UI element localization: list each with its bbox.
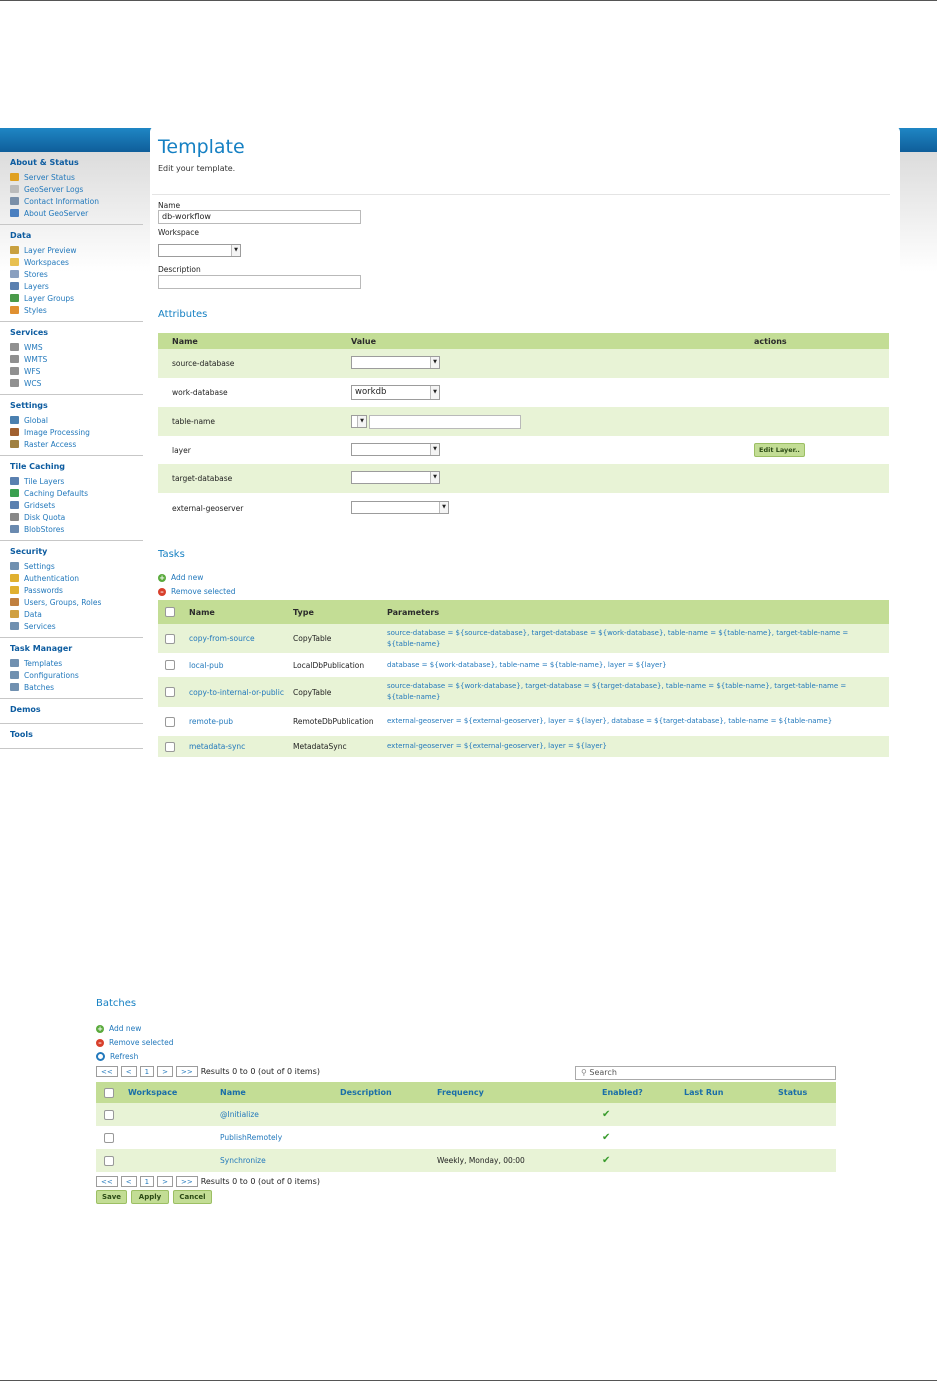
attribute-actions-cell	[750, 349, 889, 378]
chevron-down-icon: ▼	[430, 444, 439, 455]
row-select-cell	[96, 1149, 122, 1172]
sidebar-section-title[interactable]: Settings	[10, 401, 48, 410]
pager-page-button[interactable]: 1	[140, 1176, 154, 1187]
sidebar-item-label: Batches	[24, 682, 55, 692]
batch-frequency	[431, 1126, 596, 1149]
sidebar-section-title[interactable]: Security	[10, 547, 48, 556]
users-icon	[10, 598, 19, 606]
task-row	[158, 736, 889, 757]
sidebar-item[interactable]	[10, 426, 143, 438]
sidebar-item-label: BlobStores	[24, 524, 65, 534]
column-header: Name	[158, 333, 347, 349]
row-select-cell	[158, 653, 184, 677]
sidebar-item-label: Passwords	[24, 585, 63, 595]
attribute-row	[158, 464, 889, 493]
name-label: Name	[158, 201, 181, 210]
map-preview-icon	[10, 246, 19, 254]
pager-first-button[interactable]: <<	[96, 1176, 118, 1187]
select-all-cell	[158, 600, 184, 624]
apply-button[interactable]: Apply	[131, 1190, 169, 1204]
sidebar-section	[0, 541, 143, 638]
batches-remove-selected[interactable]	[96, 1038, 173, 1047]
wrench-icon	[10, 659, 19, 667]
sidebar-section	[0, 322, 143, 395]
column-header: Value	[347, 333, 750, 349]
attribute-value-cell	[347, 436, 750, 464]
sidebar-item-label: Disk Quota	[24, 512, 66, 522]
page-top-rule	[0, 0, 937, 1]
sidebar-item[interactable]	[10, 304, 143, 316]
service-icon	[10, 355, 19, 363]
task-type: CopyTable	[288, 677, 382, 707]
sidebar	[0, 152, 150, 749]
attribute-value-cell	[347, 378, 750, 407]
add-icon: +	[97, 1024, 103, 1033]
enabled-check-icon: ✔	[596, 1103, 678, 1126]
task-type: CopyTable	[288, 624, 382, 653]
column-header[interactable]: Workspace	[122, 1082, 214, 1103]
edit-layer-button[interactable]: Edit Layer..	[754, 443, 805, 457]
sidebar-item[interactable]	[10, 171, 143, 183]
batch-last-run	[678, 1126, 772, 1149]
task-parameters: database = ${work-database}, table-name = ${table-name}, layer = ${layer}	[387, 660, 667, 669]
row-checkbox[interactable]	[104, 1110, 114, 1120]
sidebar-section-title[interactable]: About & Status	[10, 158, 79, 167]
sidebar-item[interactable]	[10, 268, 143, 280]
search-input[interactable]	[575, 1066, 836, 1080]
attribute-row	[158, 349, 889, 378]
sidebar-item[interactable]	[10, 341, 143, 353]
global-settings-icon	[10, 416, 19, 424]
task-name-link[interactable]: copy-from-source	[184, 624, 288, 653]
tasks-remove-label: Remove selected	[171, 587, 236, 596]
sidebar-item-label: Server Status	[24, 172, 75, 182]
column-header[interactable]: Last Run	[678, 1082, 772, 1103]
sidebar-item-label: Templates	[24, 658, 63, 668]
task-type: LocalDbPublication	[293, 660, 365, 670]
sidebar-item[interactable]	[10, 414, 143, 426]
sidebar-item[interactable]	[10, 499, 143, 511]
sidebar-item-label: Layers	[24, 281, 49, 291]
attribute-actions-cell	[750, 464, 889, 493]
lock-icon	[10, 586, 19, 594]
attribute-value-cell	[347, 349, 750, 378]
page-title: Template	[158, 136, 245, 158]
disk-icon	[10, 513, 19, 521]
row-checkbox[interactable]	[104, 1156, 114, 1166]
sidebar-item-label: WFS	[24, 366, 41, 376]
batches-refresh[interactable]	[96, 1052, 138, 1061]
sidebar-section	[0, 456, 143, 541]
batch-name-link[interactable]: Synchronize	[214, 1149, 334, 1172]
lock-icon	[10, 574, 19, 582]
page-bottom-rule	[0, 1380, 937, 1381]
image-processing-icon	[10, 428, 19, 436]
sidebar-section	[0, 225, 143, 322]
attribute-value-cell	[347, 464, 750, 493]
search-placeholder: Search	[589, 1068, 617, 1077]
chevron-down-icon: ▼	[430, 472, 439, 483]
batches-add-new[interactable]	[96, 1024, 141, 1033]
sidebar-item-label: Layer Groups	[24, 293, 75, 303]
column-header[interactable]: Description	[334, 1082, 431, 1103]
sidebar-item[interactable]	[10, 475, 143, 487]
batch-status	[772, 1149, 836, 1172]
sidebar-item-label: WMS	[24, 342, 43, 352]
attribute-value-text: workdb	[355, 387, 387, 397]
chevron-down-icon: ▼	[439, 502, 448, 513]
search-icon: ⚲	[581, 1068, 590, 1077]
sidebar-item-label: Stores	[24, 269, 48, 279]
batch-frequency	[431, 1103, 596, 1126]
sidebar-item[interactable]	[10, 207, 143, 219]
column-header: Type	[288, 600, 382, 624]
task-name-link[interactable]: copy-to-internal-or-public	[184, 677, 288, 707]
task-row	[158, 653, 889, 677]
sidebar-item-label: Tile Layers	[24, 476, 65, 486]
row-checkbox[interactable]	[165, 717, 175, 727]
sidebar-item-label: Authentication	[24, 573, 80, 583]
batch-last-run	[678, 1149, 772, 1172]
attribute-name: table-name	[158, 407, 347, 436]
row-select-cell	[96, 1103, 122, 1126]
grid-icon	[10, 501, 19, 509]
sidebar-section	[0, 699, 143, 724]
sidebar-item-label: Caching Defaults	[24, 488, 89, 498]
batch-row	[96, 1149, 836, 1172]
batches-remove-label: Remove selected	[109, 1038, 174, 1047]
sidebar-section-title[interactable]: Data	[10, 231, 32, 240]
row-select-cell	[158, 624, 184, 653]
refresh-icon	[96, 1052, 105, 1061]
pager-next-button[interactable]: >	[157, 1176, 173, 1187]
chevron-down-icon: ▼	[430, 357, 439, 368]
batch-description	[334, 1103, 431, 1126]
attributes-heading: Attributes	[158, 309, 208, 320]
sidebar-item-label: Gridsets	[24, 500, 56, 510]
sidebar-section	[0, 152, 143, 225]
row-checkbox[interactable]	[165, 634, 175, 644]
batch-frequency: Weekly, Monday, 00:00	[431, 1149, 596, 1172]
tasks-remove-selected[interactable]	[158, 587, 235, 596]
row-select-cell	[158, 707, 184, 736]
task-parameters: source-database = ${work-database}, target-database = ${target-database}, table-name = ${table-name}, target-table-name = ${table-name}	[382, 677, 889, 707]
task-type: MetadataSync	[288, 736, 382, 757]
attribute-value-select[interactable]	[351, 501, 449, 514]
batch-workspace	[122, 1149, 214, 1172]
pager-prev-button[interactable]: <	[121, 1066, 137, 1077]
sidebar-item-label: WMTS	[24, 354, 48, 364]
layers-icon	[10, 282, 19, 290]
chevron-down-icon: ▼	[231, 245, 240, 256]
remove-icon: –	[96, 1039, 104, 1047]
sidebar-item[interactable]	[10, 572, 143, 584]
sidebar-section-title[interactable]: Task Manager	[10, 644, 73, 653]
enabled-check-icon: ✔	[602, 1132, 611, 1143]
attribute-value-cell	[347, 407, 750, 436]
sidebar-item[interactable]	[10, 681, 143, 693]
sidebar-item[interactable]	[10, 280, 143, 292]
services-security-icon	[10, 622, 19, 630]
folder-icon	[10, 258, 19, 266]
sidebar-item[interactable]	[10, 523, 143, 535]
sidebar-item-label: WCS	[24, 378, 42, 388]
pager-top	[96, 1066, 320, 1077]
sidebar-item[interactable]	[10, 256, 143, 268]
attribute-value-cell	[347, 493, 750, 523]
sidebar-item[interactable]	[10, 365, 143, 377]
sidebar-item[interactable]	[10, 511, 143, 523]
task-row	[158, 677, 889, 707]
tasks-heading: Tasks	[158, 549, 185, 560]
batch-description	[334, 1149, 431, 1172]
batch-last-run	[678, 1103, 772, 1126]
attribute-row	[158, 493, 889, 523]
sidebar-section-title[interactable]: Services	[10, 328, 49, 337]
tasks-add-label: Add new	[171, 573, 204, 582]
select-all-checkbox[interactable]	[165, 607, 175, 617]
sidebar-section-title[interactable]: Tools	[10, 730, 33, 739]
wrench-icon	[10, 683, 19, 691]
sidebar-item[interactable]	[10, 377, 143, 389]
tasks-add-new[interactable]	[158, 573, 203, 582]
batch-workspace	[122, 1126, 214, 1149]
pager-first-button[interactable]: <<	[96, 1066, 118, 1077]
sidebar-item-label: Global	[24, 415, 48, 425]
select-all-cell	[96, 1082, 122, 1103]
task-name-link[interactable]: local-pub	[189, 660, 224, 670]
sidebar-item[interactable]	[10, 560, 143, 572]
attribute-row	[158, 436, 889, 464]
sidebar-item[interactable]	[10, 584, 143, 596]
task-parameters: external-geoserver = ${external-geoserver}, layer = ${layer}, database = ${target-database}, table-name = ${table-name}	[387, 717, 833, 725]
globe-icon	[10, 489, 19, 497]
layer-groups-icon	[10, 294, 19, 302]
sidebar-item-label: Contact Information	[24, 196, 99, 206]
info-icon	[10, 209, 19, 217]
cancel-button[interactable]: Cancel	[173, 1190, 212, 1204]
column-header[interactable]: Enabled?	[596, 1082, 678, 1103]
document-icon	[10, 185, 19, 193]
attribute-value-select[interactable]	[351, 443, 440, 456]
sidebar-item-label: Users, Groups, Roles	[24, 597, 102, 607]
store-icon	[10, 270, 19, 278]
sidebar-item-label: Settings	[24, 561, 55, 571]
sidebar-item-label: Layer Preview	[24, 245, 77, 255]
attribute-value-select[interactable]	[351, 385, 440, 400]
pager-results: Results 0 to 0 (out of 0 items)	[200, 1177, 320, 1186]
attribute-actions-cell	[750, 436, 889, 464]
chevron-down-icon: ▼	[430, 386, 439, 399]
wrench-icon	[10, 671, 19, 679]
sidebar-item-label: Styles	[24, 305, 47, 315]
chevron-down-icon: ▼	[357, 416, 366, 427]
task-name-link[interactable]: remote-pub	[189, 717, 233, 726]
row-checkbox[interactable]	[165, 660, 175, 670]
row-checkbox[interactable]	[165, 687, 175, 697]
sidebar-section	[0, 724, 143, 749]
batch-row	[96, 1126, 836, 1149]
sidebar-item[interactable]	[10, 244, 143, 256]
column-header[interactable]: Frequency	[431, 1082, 596, 1103]
remove-icon: –	[158, 588, 166, 596]
task-name-link[interactable]: metadata-sync	[184, 736, 288, 757]
batches-heading: Batches	[96, 998, 137, 1009]
sidebar-section	[0, 638, 143, 699]
attribute-name: work-database	[172, 388, 228, 397]
batch-workspace	[122, 1103, 214, 1126]
workspace-select[interactable]	[158, 244, 241, 257]
data-security-icon	[10, 610, 19, 618]
sidebar-item[interactable]	[10, 183, 143, 195]
attribute-name: layer	[172, 445, 191, 455]
blobstore-icon	[10, 525, 19, 533]
sidebar-item-label: About GeoServer	[24, 208, 89, 218]
sidebar-section	[0, 395, 143, 456]
pager-next-button[interactable]: >	[157, 1066, 173, 1077]
workspace-label: Workspace	[158, 228, 199, 237]
attribute-row	[158, 407, 889, 436]
pager-bottom	[96, 1176, 320, 1187]
batch-name-link[interactable]: PublishRemotely	[220, 1133, 283, 1142]
sidebar-item[interactable]	[10, 195, 143, 207]
pager-prev-button[interactable]: <	[121, 1176, 137, 1187]
row-select-cell	[158, 677, 184, 707]
column-header: actions	[750, 333, 889, 349]
service-icon	[10, 379, 19, 387]
enabled-check-icon: ✔	[596, 1149, 678, 1172]
batch-description	[334, 1126, 431, 1149]
sidebar-item-label: Workspaces	[24, 257, 69, 267]
warning-icon	[10, 173, 19, 181]
service-icon	[10, 343, 19, 351]
batch-name-link[interactable]: @Initialize	[214, 1103, 334, 1126]
sidebar-item-label: Services	[24, 621, 56, 631]
save-button[interactable]: Save	[96, 1190, 127, 1204]
header-separator	[152, 194, 890, 195]
batch-status	[772, 1126, 836, 1149]
attribute-actions-cell	[750, 407, 889, 436]
contact-card-icon	[10, 197, 19, 205]
sidebar-item-label: GeoServer Logs	[24, 184, 84, 194]
name-field[interactable]: db-workflow	[158, 210, 361, 224]
batches-add-label: Add new	[109, 1024, 142, 1033]
sidebar-item[interactable]	[10, 608, 143, 620]
page-subtitle: Edit your template.	[158, 164, 236, 173]
table-name-input[interactable]	[369, 415, 521, 429]
table-name-select[interactable]	[351, 415, 367, 428]
description-field[interactable]	[158, 275, 361, 289]
sidebar-item[interactable]	[10, 657, 143, 669]
key-icon	[10, 562, 19, 570]
sidebar-item[interactable]	[10, 353, 143, 365]
row-checkbox[interactable]	[165, 742, 175, 752]
sidebar-section-title[interactable]: Demos	[10, 705, 41, 714]
attribute-name: target-database	[158, 464, 347, 493]
sidebar-section-title[interactable]: Tile Caching	[10, 462, 66, 471]
sidebar-item-label: Raster Access	[24, 439, 77, 449]
sidebar-item[interactable]	[10, 620, 143, 632]
task-parameters: external-geoserver = ${external-geoserver}, layer = ${layer}	[382, 736, 889, 757]
sidebar-item[interactable]	[10, 669, 143, 681]
select-all-checkbox[interactable]	[104, 1088, 114, 1098]
column-header: Name	[184, 600, 288, 624]
sidebar-item[interactable]	[10, 487, 143, 499]
batch-status	[772, 1103, 836, 1126]
task-row	[158, 624, 889, 653]
column-header: Parameters	[382, 600, 889, 624]
column-header[interactable]: Name	[214, 1082, 334, 1103]
tile-layers-icon	[10, 477, 19, 485]
task-row	[158, 707, 889, 736]
sidebar-item[interactable]	[10, 438, 143, 450]
row-select-cell	[96, 1126, 122, 1149]
raster-access-icon	[10, 440, 19, 448]
attribute-actions-cell	[750, 378, 889, 407]
sidebar-item-label: Configurations	[24, 670, 79, 680]
styles-icon	[10, 306, 19, 314]
attribute-actions-cell	[750, 493, 889, 523]
service-icon	[10, 367, 19, 375]
attribute-name: source-database	[158, 349, 347, 378]
row-checkbox[interactable]	[104, 1133, 114, 1143]
attribute-name: external-geoserver	[172, 503, 244, 513]
batch-row	[96, 1103, 836, 1126]
attribute-value-select[interactable]	[351, 356, 440, 369]
pager-last-button[interactable]: >>	[176, 1066, 198, 1077]
add-icon: +	[159, 573, 165, 582]
column-header[interactable]: Status	[772, 1082, 836, 1103]
pager-results: Results 0 to 0 (out of 0 items)	[200, 1067, 320, 1076]
pager-page-button[interactable]: 1	[140, 1066, 154, 1077]
pager-last-button[interactable]: >>	[176, 1176, 198, 1187]
sidebar-item[interactable]	[10, 596, 143, 608]
task-parameters: source-database = ${source-database}, target-database = ${work-database}, table-name = ${table-name}, target-table-name = ${table-name}	[382, 624, 889, 653]
sidebar-item-label: Image Processing	[24, 427, 90, 437]
task-type: RemoteDbPublication	[293, 717, 374, 726]
sidebar-item-label: Data	[24, 609, 42, 619]
attribute-row	[158, 378, 889, 407]
description-label: Description	[158, 265, 201, 274]
attribute-value-select[interactable]	[351, 471, 440, 484]
batches-refresh-label: Refresh	[110, 1052, 139, 1061]
row-select-cell	[158, 736, 184, 757]
sidebar-item[interactable]	[10, 292, 143, 304]
